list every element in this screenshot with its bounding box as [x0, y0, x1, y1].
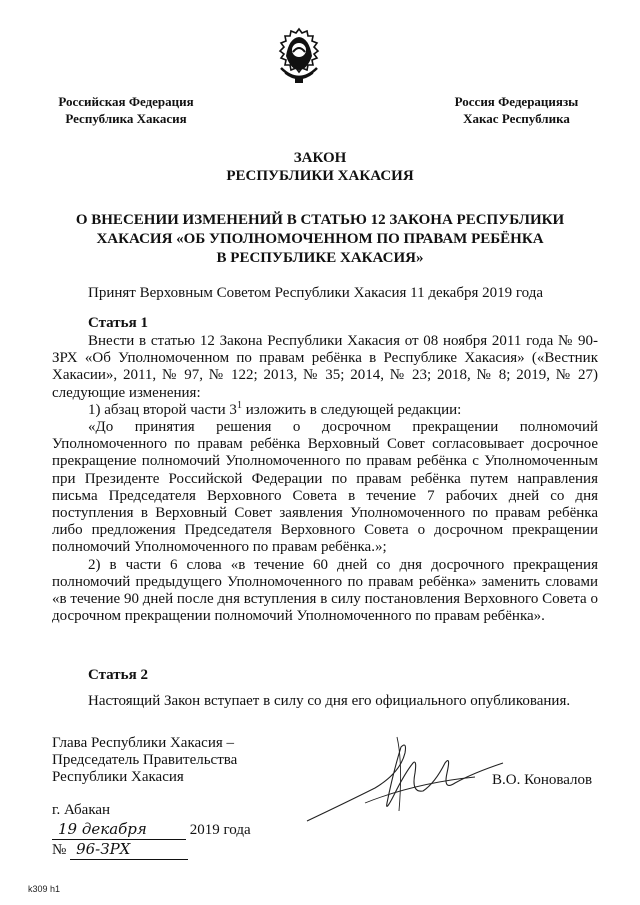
law-title: ЗАКОН [293, 150, 347, 166]
article-2-heading: Статья 2 [88, 667, 148, 683]
article-1-intro: Внести в статью 12 Закона Республики Хакасия от 08 ноября 2011 года № 90-ЗРХ «Об Уполномоченном по правам ребёнка в Республике Хакасия» («Вестник Хакасии», 2011, № 97, № 122; 2013, № 35; 2014, № 23; 2018, № 8; 2019, № 27) следующие изменения: [52, 333, 598, 401]
header-right-line1: Россия Федерациязы [454, 94, 579, 109]
law-subject-line3: В РЕСПУБЛИКЕ ХАКАСИЯ» [216, 250, 424, 266]
coat-of-arms-emblem [271, 26, 327, 88]
adoption-note: Принят Верховным Советом Республики Хакасия 11 декабря 2019 года [88, 285, 543, 301]
handwritten-signature [305, 733, 505, 828]
header-right [424, 93, 609, 127]
law-subject [40, 211, 600, 268]
number-prefix: № [52, 842, 67, 858]
article-1-body [52, 333, 598, 625]
header-left-line2: Республика Хакасия [65, 111, 187, 126]
signer-name: В.О. Коновалов [492, 772, 593, 788]
handwritten-date: 19 декабря [52, 820, 186, 840]
article-1-item-2: 2) в части 6 слова «в течение 60 дней со дня досрочного прекращения полномочий предыдущего Уполномоченного по правам ребёнка» заменить словами «в течение 90 дней после дня вступления в силу постановления Верховного Совета о досрочном прекращении полномочий Уполномоченного по правам ребёнка». [52, 556, 598, 625]
article-2-text: Настоящий Закон вступает в силу со дня его официального опубликования. [88, 693, 571, 709]
article-1-heading: Статья 1 [88, 315, 148, 331]
law-subject-line2: ХАКАСИЯ «ОБ УПОЛНОМОЧЕННОМ ПО ПРАВАМ РЕБЁНКА [96, 231, 544, 247]
handwritten-number: 96-ЗРХ [70, 840, 188, 860]
signer-title-line3: Республики Хакасия [52, 769, 184, 785]
signer-title-line1: Глава Республики Хакасия – [52, 735, 235, 751]
law-subject-line1: О ВНЕСЕНИИ ИЗМЕНЕНИЙ В СТАТЬЮ 12 ЗАКОНА РЕСПУБЛИКИ [75, 212, 565, 228]
header-left-line1: Российская Федерация [58, 94, 194, 109]
header-right-line2: Хакас Республика [463, 111, 570, 126]
article-1-item-1 [52, 399, 598, 419]
item-1-superscript: 1 [236, 399, 242, 411]
footer-code: k309 h1 [28, 884, 61, 894]
number-line [52, 840, 188, 860]
signer-title-line2: Председатель Правительства [52, 752, 238, 768]
date-line [52, 820, 251, 840]
signer-title [52, 735, 237, 786]
place: г. Абакан [52, 802, 111, 818]
law-title-republic: РЕСПУБЛИКИ ХАКАСИЯ [226, 168, 414, 184]
date-year: 2019 года [189, 822, 251, 838]
item-1-after: изложить в следующей редакции: [241, 401, 462, 418]
article-1-quote: «До принятия решения о досрочном прекращении полномочий Уполномоченного по правам ребёнка Верховный Совет согласовывает досрочное прекращение полномочий Уполномоченного по правам ребёнка с Уполномоченным при Президенте Российской Федерации по правам ребёнка путем направления письма Председателя Верховного Совета в течение 7 рабочих дней со дня поступления в Верховный Совет заявления Уполномоченного по правам ребёнка либо предложения Председателя Верховного Совета о досрочном прекращении полномочий Уполномоченного по правам ребёнка.»; [52, 419, 598, 556]
header-left [36, 93, 216, 127]
item-1-before: 1) абзац второй части 3 [88, 401, 237, 418]
